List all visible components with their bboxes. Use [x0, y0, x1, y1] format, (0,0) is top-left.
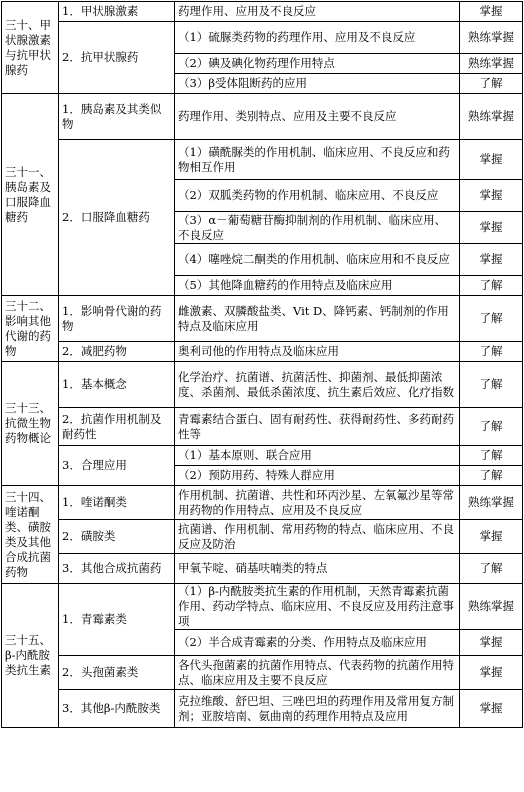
table-row: [2, 2, 523, 22]
table-row: [2, 408, 523, 446]
requirement-cell: 了解: [460, 74, 523, 94]
table-row: [2, 140, 523, 180]
unit-cell: 2．口服降血糖药: [59, 140, 175, 296]
content-cell: （1）磺酰脲类的作用机制、临床应用、不良反应和药物相互作用: [175, 140, 460, 180]
syllabus-table: [1, 1, 523, 728]
content-cell: （2）碘及碘化物药理作用特点: [175, 54, 460, 74]
requirement-cell: 熟练掌握: [460, 22, 523, 54]
requirement-cell: 了解: [460, 466, 523, 486]
syllabus-body: [2, 2, 523, 728]
category-cell: 三十、甲状腺激素与抗甲状腺药: [2, 2, 59, 94]
content-cell: 药理作用、应用及不良反应: [175, 2, 460, 22]
requirement-cell: 掌握: [460, 244, 523, 276]
table-row: [2, 362, 523, 408]
unit-cell: 1．喹诺酮类: [59, 486, 175, 520]
table-row: [2, 22, 523, 54]
unit-cell: 3．其他β-内酰胺类: [59, 690, 175, 728]
content-cell: （1）基本原则、联合应用: [175, 446, 460, 466]
requirement-cell: 掌握: [460, 656, 523, 690]
requirement-cell: 熟练掌握: [460, 486, 523, 520]
unit-cell: 3．其他合成抗菌药: [59, 554, 175, 584]
requirement-cell: 了解: [460, 446, 523, 466]
unit-cell: 2．抗甲状腺药: [59, 22, 175, 94]
requirement-cell: 了解: [460, 342, 523, 362]
table-row: [2, 690, 523, 728]
content-cell: （2）双胍类药物的作用机制、临床应用、不良反应: [175, 180, 460, 212]
requirement-cell: 掌握: [460, 690, 523, 728]
content-cell: （2）半合成青霉素的分类、作用特点及临床应用: [175, 630, 460, 656]
table-row: [2, 520, 523, 554]
requirement-cell: 掌握: [460, 140, 523, 180]
requirement-cell: 了解: [460, 408, 523, 446]
unit-cell: 3．合理应用: [59, 446, 175, 486]
unit-cell: 1．胰岛素及其类似物: [59, 94, 175, 140]
unit-cell: 2．抗菌作用机制及耐药性: [59, 408, 175, 446]
content-cell: 药理作用、类别特点、应用及主要不良反应: [175, 94, 460, 140]
unit-cell: 1．影响骨代谢的药物: [59, 296, 175, 342]
requirement-cell: 熟练掌握: [460, 584, 523, 630]
table-row: [2, 554, 523, 584]
unit-cell: 1．甲状腺激素: [59, 2, 175, 22]
table-row: [2, 486, 523, 520]
content-cell: 抗菌谱、作用机制、常用药物的特点、临床应用、不良反应及防治: [175, 520, 460, 554]
content-cell: 各代头孢菌素的抗菌作用特点、代表药物的抗菌作用特点、临床应用及主要不良反应: [175, 656, 460, 690]
unit-cell: 2．头孢菌素类: [59, 656, 175, 690]
category-cell: 三十五、β-内酰胺类抗生素: [2, 584, 59, 728]
table-row: [2, 446, 523, 466]
unit-cell: 1．青霉素类: [59, 584, 175, 656]
category-cell: 三十三、抗微生物药物概论: [2, 362, 59, 486]
requirement-cell: 掌握: [460, 180, 523, 212]
content-cell: （2）预防用药、特殊人群应用: [175, 466, 460, 486]
requirement-cell: 掌握: [460, 520, 523, 554]
category-cell: 三十一、胰岛素及口服降血糖药: [2, 94, 59, 296]
content-cell: （1）硫脲类药物的药理作用、应用及不良反应: [175, 22, 460, 54]
content-cell: 青霉素结合蛋白、固有耐药性、获得耐药性、多药耐药性等: [175, 408, 460, 446]
category-cell: 三十四、喹诺酮类、磺胺类及其他合成抗菌药物: [2, 486, 59, 584]
requirement-cell: 了解: [460, 362, 523, 408]
content-cell: （3）α－葡萄糖苷酶抑制剂的作用机制、临床应用、不良反应: [175, 212, 460, 244]
content-cell: （1）β-内酰胺类抗生素的作用机制，天然青霉素抗菌作用、药动学特点、临床应用、不良反应及用药注意事项: [175, 584, 460, 630]
content-cell: 化学治疗、抗菌谱、抗菌活性、抑菌剂、最低抑菌浓度、杀菌剂、最低杀菌浓度、抗生素后效应、化疗指数: [175, 362, 460, 408]
table-row: [2, 584, 523, 630]
content-cell: 作用机制、抗菌谱、共性和环丙沙星、左氧氟沙星等常用药物的作用特点、应用及不良反应: [175, 486, 460, 520]
content-cell: 奥利司他的作用特点及临床应用: [175, 342, 460, 362]
table-row: [2, 94, 523, 140]
unit-cell: 2．磺胺类: [59, 520, 175, 554]
content-cell: （3）β受体阻断药的应用: [175, 74, 460, 94]
requirement-cell: 掌握: [460, 212, 523, 244]
requirement-cell: 了解: [460, 296, 523, 342]
table-row: [2, 296, 523, 342]
category-cell: 三十二、影响其他代谢的药物: [2, 296, 59, 362]
unit-cell: 2．减肥药物: [59, 342, 175, 362]
table-row: [2, 342, 523, 362]
requirement-cell: 掌握: [460, 630, 523, 656]
requirement-cell: 掌握: [460, 2, 523, 22]
requirement-cell: 了解: [460, 554, 523, 584]
requirement-cell: 熟练掌握: [460, 94, 523, 140]
requirement-cell: 了解: [460, 276, 523, 296]
content-cell: 甲氧苄啶、硝基呋喃类的特点: [175, 554, 460, 584]
content-cell: 雌激素、双膦酸盐类、Vit D、降钙素、钙制剂的作用特点及临床应用: [175, 296, 460, 342]
unit-cell: 1．基本概念: [59, 362, 175, 408]
requirement-cell: 熟练掌握: [460, 54, 523, 74]
table-row: [2, 656, 523, 690]
content-cell: （4）噻唑烷二酮类的作用机制、临床应用和不良反应: [175, 244, 460, 276]
content-cell: （5）其他降血糖药的作用特点及临床应用: [175, 276, 460, 296]
content-cell: 克拉维酸、舒巴坦、三唑巴坦的药理作用及常用复方制剂；亚胺培南、氨曲南的药理作用特点及应用: [175, 690, 460, 728]
